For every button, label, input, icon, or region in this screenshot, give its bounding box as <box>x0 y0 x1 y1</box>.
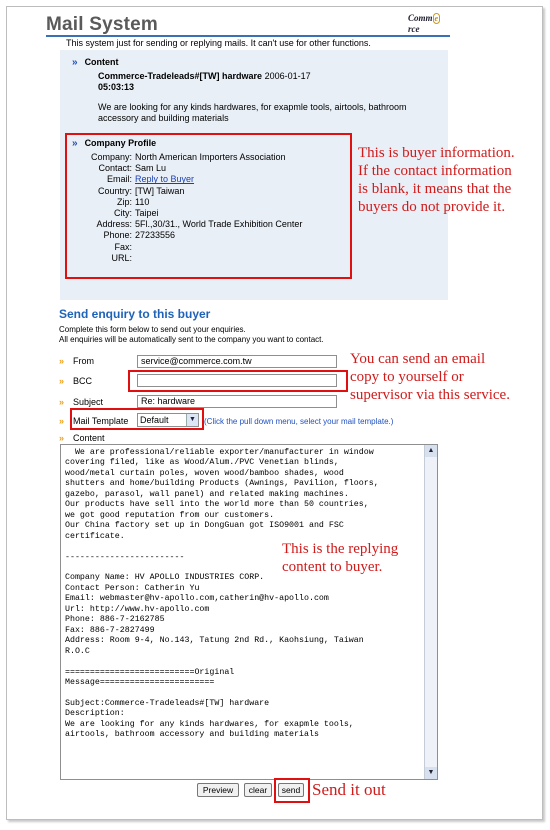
title-divider <box>46 35 450 37</box>
annotation-line: You can send an email <box>350 351 486 367</box>
commerce-logo[interactable] <box>408 13 450 34</box>
mail-template-highlight <box>70 408 204 430</box>
profile-label: Address: <box>96 219 132 230</box>
profile-label: City: <box>114 208 132 219</box>
send-annotation: Send it out <box>312 780 386 799</box>
profile-label: Fax: <box>114 241 132 252</box>
send-enquiry-description <box>59 325 324 345</box>
profile-label: Zip: <box>116 196 132 207</box>
content-label: Content <box>73 433 105 443</box>
double-chevron-icon: » <box>59 416 65 426</box>
profile-value: Taipei <box>135 208 159 219</box>
annotation-line: copy to yourself or <box>350 369 464 385</box>
profile-value: 110 <box>135 196 150 207</box>
message-subject-text: Commerce-Tradeleads#[TW] hardware <box>98 71 263 81</box>
reply-to-buyer-link[interactable]: Reply to Buyer <box>135 174 195 185</box>
logo-mark: e <box>434 14 439 23</box>
buyer-info-highlight <box>65 133 352 279</box>
from-row <box>59 356 137 366</box>
page-subtitle: This system just for sending or replying mails. It can't use for other functions. <box>66 38 371 48</box>
from-label: From <box>73 356 94 366</box>
buyer-info-annotation <box>358 144 515 216</box>
double-chevron-icon: » <box>72 138 78 149</box>
annotation-line: This is buyer information. <box>358 145 515 161</box>
send-enquiry-heading: Send enquiry to this buyer <box>59 307 211 321</box>
profile-label: Country: <box>97 185 132 196</box>
scroll-down-icon[interactable]: ▼ <box>425 767 437 779</box>
double-chevron-icon: » <box>59 376 65 386</box>
message-time: 05:03:13 <box>98 82 135 92</box>
message-subject <box>98 71 418 93</box>
subject-label: Subject <box>73 397 104 407</box>
preview-button[interactable]: Preview <box>197 783 239 797</box>
profile-label: Company: <box>90 152 132 162</box>
annotation-line: supervisor via this service. <box>350 387 510 403</box>
scroll-up-icon[interactable]: ▲ <box>425 445 437 457</box>
mail-template-hint: (Click the pull down menu, select your mail template.) <box>204 417 394 426</box>
email-copy-annotation <box>350 350 510 404</box>
annotation-line: is blank, it means that the <box>358 181 512 197</box>
double-chevron-icon: » <box>72 57 78 68</box>
profile-value: 5Fl.,30/31., World Trade Exhibition Center <box>135 219 303 230</box>
subject-row <box>59 397 137 407</box>
annotation-line: If the contact information <box>358 163 512 179</box>
bcc-label: BCC <box>73 376 93 386</box>
profile-value: Sam Lu <box>135 163 167 174</box>
logo-text-start: Comm <box>408 13 433 23</box>
textarea-scrollbar[interactable] <box>424 445 437 779</box>
logo-text-end: rce <box>408 24 420 34</box>
description-line: All enquiries will be automatically sent to the company you want to contact. <box>59 335 324 344</box>
profile-label: URL: <box>111 252 132 263</box>
subject-input[interactable]: Re: hardware <box>137 395 337 408</box>
clear-button[interactable]: clear <box>244 783 272 797</box>
message-body: We are looking for any kinds hardwares, for exapmle tools, airtools, bathroom accessory and building materials <box>98 102 407 123</box>
content-heading <box>72 57 119 68</box>
send-button[interactable]: send <box>278 783 304 797</box>
profile-label: Email: <box>106 174 132 185</box>
content-heading-label: Content <box>84 57 119 67</box>
content-row <box>59 433 137 443</box>
content-textarea[interactable] <box>60 444 438 780</box>
double-chevron-icon: » <box>59 433 65 443</box>
chevron-down-icon[interactable]: ▼ <box>186 414 198 426</box>
double-chevron-icon: » <box>59 397 65 407</box>
bcc-row <box>59 376 137 386</box>
message-date: 2006-01-17 <box>264 71 311 81</box>
profile-value: 27233556 <box>135 230 176 241</box>
reply-content-annotation <box>282 540 398 576</box>
annotation-line: This is the replying <box>282 541 399 557</box>
annotation-line: buyers do not provide it. <box>358 199 506 215</box>
description-line: Complete this form below to send out your enquiries. <box>59 325 246 334</box>
bcc-highlight <box>128 370 348 392</box>
profile-value: North American Importers Association <box>135 152 286 162</box>
mail-template-label: Mail Template <box>73 416 129 426</box>
annotation-line: content to buyer. <box>282 559 383 575</box>
profile-label: Contact: <box>98 163 132 174</box>
from-input[interactable]: service@commerce.com.tw <box>137 355 337 368</box>
page-title: Mail System <box>46 14 159 35</box>
company-profile-heading-label: Company Profile <box>84 138 157 148</box>
content-text[interactable]: We are professional/reliable exporter/manufacturer in window covering filed, like as Wood/Alum./PVC Venetian blinds, wood/metal curtain poles, woven wood/bamboo shades, wood shutters and home/building Products (Awnings, Pavilion, floors, gazebo, parasol, wall panel) and related making machines. Our products have sell into the world more than 50 countries, we got good reputation from our customers. Our China factory set up in DongGuan got ISO9001 and FSC certificate. ------------------------ Company Name: HV APOLLO INDUSTRIES CORP. Contact Person: Catherin Yu Email: webmaster@hv-apollo.com,catherin@hv-apollo.com Url: http://www.hv-apollo.com Phone: 886-7-2162785 Fax: 886-7-2827499 Address: Room 9-4, No.143, Tatung 2nd Rd., Kaohsiung, Taiwan R.O.C ==========================Original Message======================= Subject:Commerce-Tradeleads#[TW] hardware Description: We are looking for any kinds hardwares, for exapmle tools, airtools, bathroom accessory and building materials <box>65 448 379 740</box>
profile-value: [TW] Taiwan <box>135 185 185 196</box>
send-highlight <box>274 778 310 803</box>
double-chevron-icon: » <box>59 356 65 366</box>
mail-template-value: Default <box>140 415 169 425</box>
profile-label: Phone: <box>103 230 132 241</box>
